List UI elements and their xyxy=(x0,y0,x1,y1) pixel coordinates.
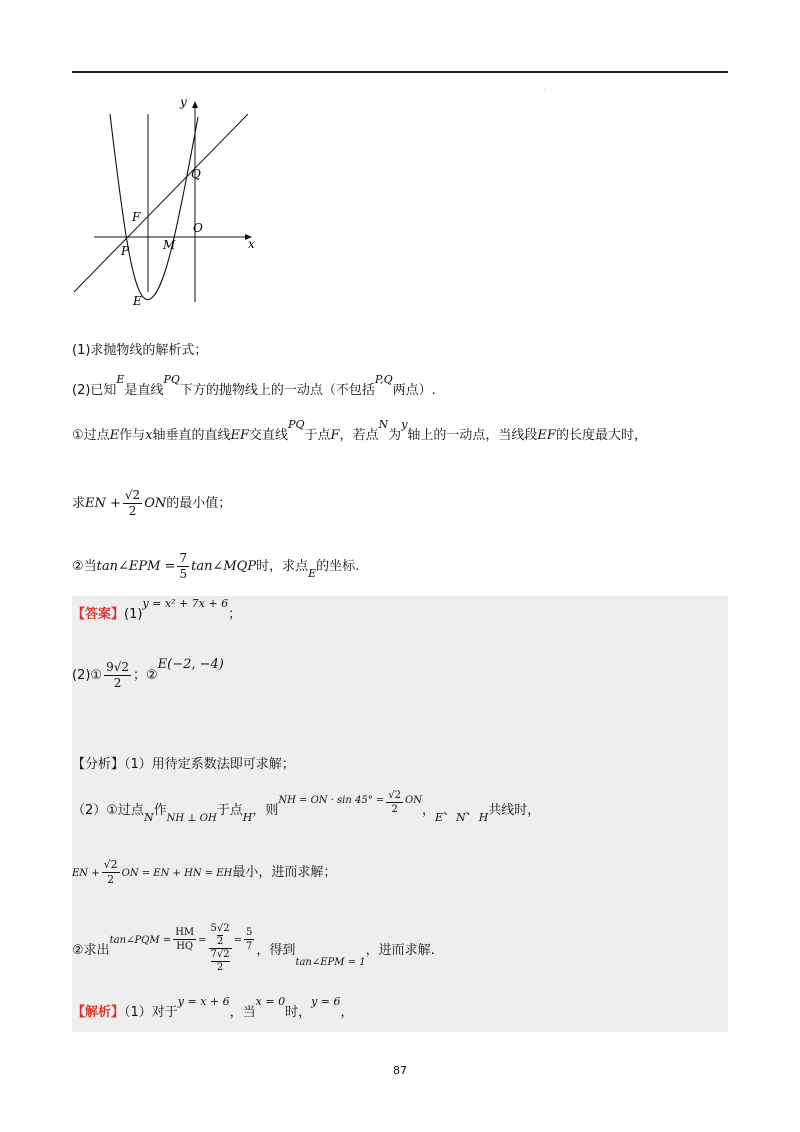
answer-line-1: 【答案】$(1)^{y = x^2 + 7x + 6}$； xyxy=(72,597,242,622)
header-rule xyxy=(72,71,728,73)
line-pq xyxy=(74,114,248,292)
parabola-curve xyxy=(110,114,198,300)
question-1: (1)求抛物线的解析式； xyxy=(72,343,208,358)
y-axis-arrow xyxy=(192,101,198,108)
fraction: $\frac{HM}{HQ}$ xyxy=(175,927,195,952)
question-2-part-1-min: 求EN + $\frac{√2}{2}$ ON的最小值； xyxy=(72,488,232,518)
solution-line-1: 【解析】（1）对于$^{y = x + 6}$，当$^{x = 0}$时，$^{y = 6}$， xyxy=(72,995,354,1020)
question-2: (2)已知$^E$是直线$^{PQ}$下方的抛物线上的一动点（不包括$^{P,Q}$两点）. xyxy=(72,373,436,398)
analysis-line-2: （2）①过点$_N$作$_{NH \perp OH}$于点$_H$，则$^{NH = ON \cdot sin 45^\circ =}$ $\frac{√2}{2}$ $^{ON}$，$_E$、$_N$、$_H$共线时， xyxy=(72,790,541,824)
analysis-line-1: 【分析】（1）用待定系数法即可求解； xyxy=(72,757,295,772)
label-f: F xyxy=(132,210,141,224)
label-m: M xyxy=(163,238,176,252)
compound-fraction: 5√2 2 7√2 2 xyxy=(210,923,230,973)
parabola-figure xyxy=(70,92,265,307)
answer-line-2: (2)① $\frac{9√2}{2}$ ；②E(−2, −4) xyxy=(72,657,224,690)
fraction: $\frac{5}{7}$ xyxy=(246,927,253,952)
label-p: P xyxy=(121,244,130,258)
label-x: x xyxy=(248,237,255,251)
fraction: $\frac{7}{5}$ xyxy=(179,551,188,581)
label-q: Q xyxy=(191,167,201,181)
analysis-line-3: EN + $\frac{√2}{2}$ ON = EN + HN = EH最小，进而求解； xyxy=(72,858,337,886)
header-mark: · xyxy=(543,86,546,94)
question-2-part-2: ②当tan∠EPM = $\frac{7}{5}$ tan∠MQP时，求点$_E$的坐标. xyxy=(72,551,360,581)
label-e: E xyxy=(133,294,142,307)
label-o: O xyxy=(193,221,203,235)
label-y: y xyxy=(180,95,187,109)
fraction: $\frac{√2}{2}$ xyxy=(388,790,402,815)
analysis-line-4: ②求出$^{tan\angle PQM =}$ $\frac{HM}{HQ}$ = 5√2 2 7√2 2 = $\frac{5}{7}$ ，得到$_{tan\angle EPM = 1}$，进而求解. xyxy=(72,923,435,973)
fraction: $\frac{√2}{2}$ xyxy=(103,858,118,886)
question-2-part-1: ①过点E作与x轴垂直的直线EF交直线$^{PQ}$于点F，若点$^N$为$^y$轴上的一动点，当线段EF的长度最大时， xyxy=(72,418,647,443)
fraction: $\frac{9√2}{2}$ xyxy=(106,660,129,690)
fraction: $\frac{√2}{2}$ xyxy=(124,488,141,518)
page-number: 87 xyxy=(393,1064,407,1077)
